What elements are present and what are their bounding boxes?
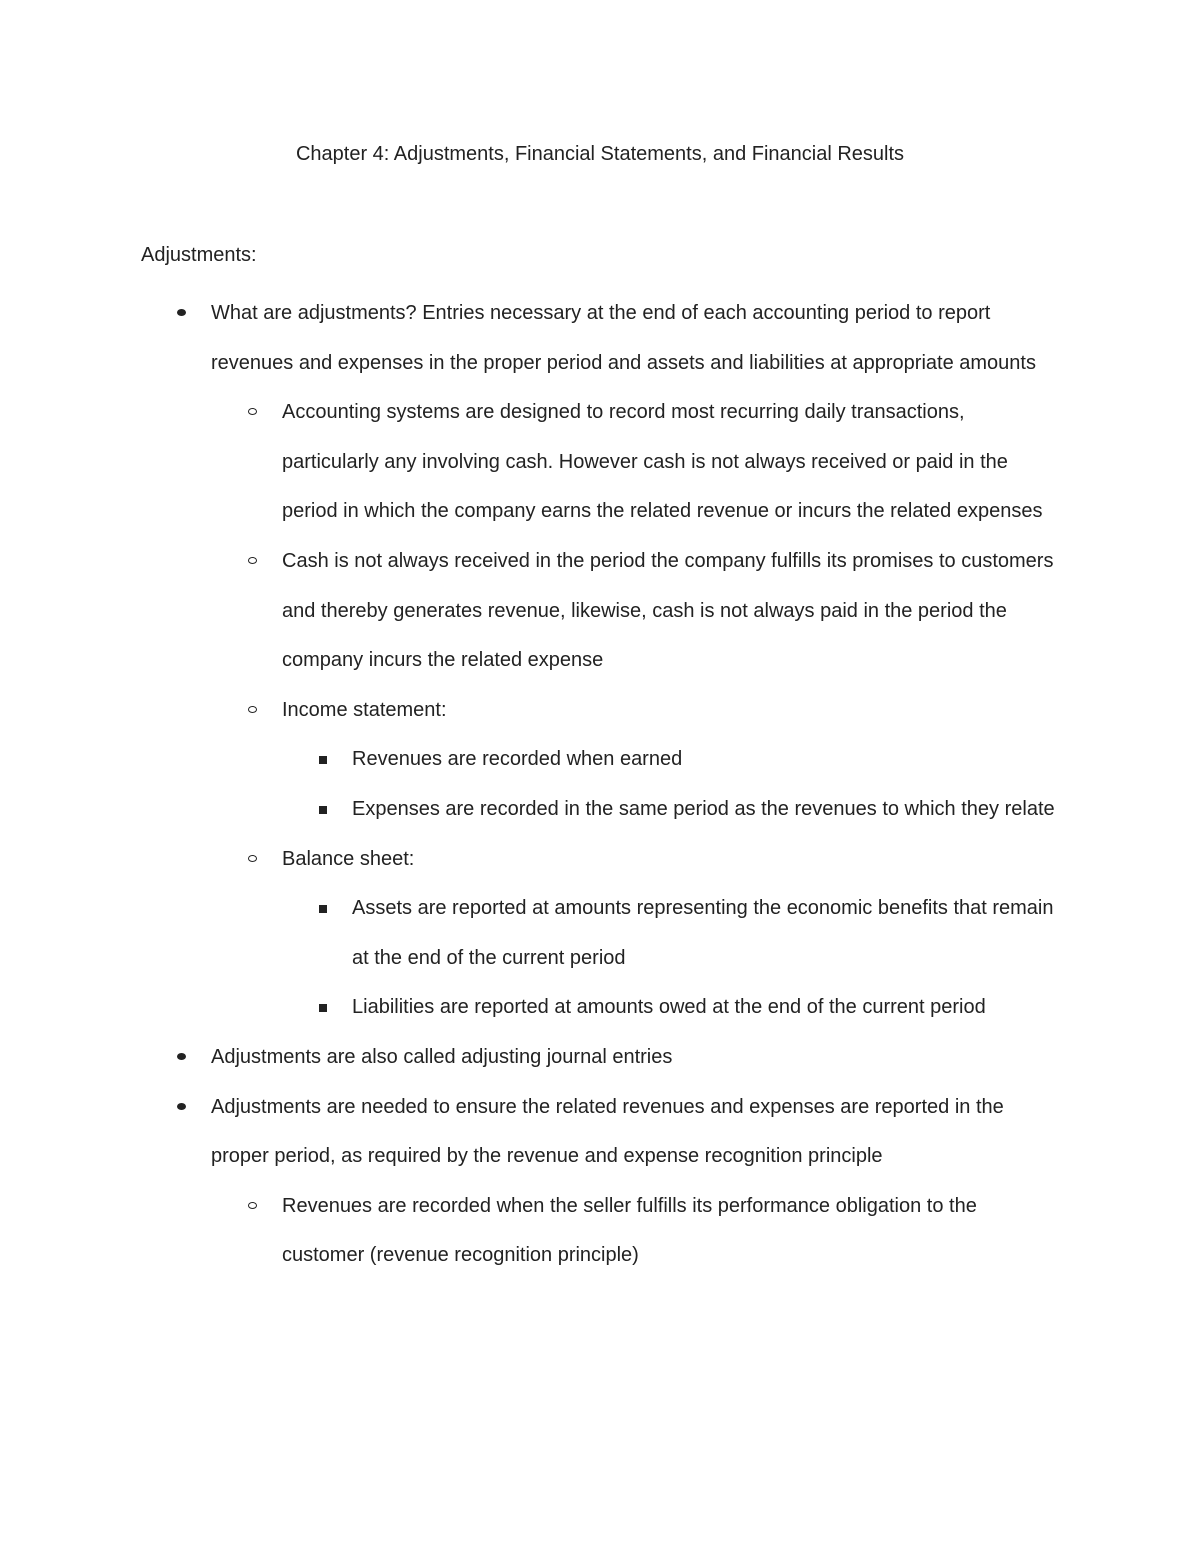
list-item-text: What are adjustments? Entries necessary at the end of each accounting period to report revenues and expenses in the proper period and assets and liabilities at appropriate amounts — [211, 302, 1036, 374]
list-item-text: Adjustments are needed to ensure the related revenues and expenses are reported in the proper period, as required by the revenue and expense recognition principle — [211, 1095, 1004, 1168]
list-item-text: Assets are reported at amounts representing the economic benefits that remain at the end of the current period — [352, 897, 1054, 969]
list-item — [211, 1033, 1066, 1083]
hollow-circle-bullet-icon — [248, 706, 257, 713]
hollow-circle-bullet-icon — [248, 557, 257, 564]
filled-circle-bullet-icon — [177, 1103, 186, 1110]
list-item — [282, 835, 1057, 885]
hollow-circle-bullet-icon — [248, 1202, 257, 1209]
list-item — [282, 1182, 1057, 1281]
list-item-text: Income statement: — [282, 698, 447, 721]
list-item — [282, 537, 1057, 686]
list-item — [211, 1083, 1066, 1182]
list-item-text: Adjustments are also called adjusting journal entries — [211, 1045, 673, 1068]
list-item-text: Revenues are recorded when the seller fulfills its performance obligation to the customer (revenue recognition principle) — [282, 1194, 977, 1267]
page-title: Chapter 4: Adjustments, Financial Statements, and Financial Results — [295, 143, 905, 165]
list-item — [352, 785, 1062, 835]
list-item — [352, 735, 1062, 785]
list-item-text: Expenses are recorded in the same period as the revenues to which they relate — [352, 797, 1055, 820]
list-item-text: Cash is not always received in the period the company fulfills its promises to customers and thereby generates revenue, likewise, cash is not always paid in the period the company incurs the related expense — [282, 549, 1054, 672]
filled-circle-bullet-icon — [177, 309, 186, 316]
list-item-text: Balance sheet: — [282, 847, 415, 870]
list-item-text: Accounting systems are designed to record most recurring daily transactions, particularly any involving cash. However cash is not always received or paid in the period in which the company earns the related revenue or incurs the related expenses — [282, 401, 1043, 523]
list-item — [282, 686, 1057, 736]
list-item — [352, 983, 1062, 1033]
square-bullet-icon — [319, 756, 327, 764]
square-bullet-icon — [319, 1004, 327, 1012]
filled-circle-bullet-icon — [177, 1053, 186, 1060]
bullet-list — [0, 289, 1200, 1281]
list-item-text: Liabilities are reported at amounts owed at the end of the current period — [352, 996, 986, 1019]
list-item — [352, 884, 1062, 983]
list-item — [282, 388, 1057, 537]
square-bullet-icon — [319, 905, 327, 913]
square-bullet-icon — [319, 806, 327, 814]
hollow-circle-bullet-icon — [248, 855, 257, 862]
list-item-text: Revenues are recorded when earned — [352, 748, 683, 771]
list-item — [211, 289, 1066, 388]
section-heading: Adjustments: — [141, 244, 257, 266]
hollow-circle-bullet-icon — [248, 408, 257, 415]
